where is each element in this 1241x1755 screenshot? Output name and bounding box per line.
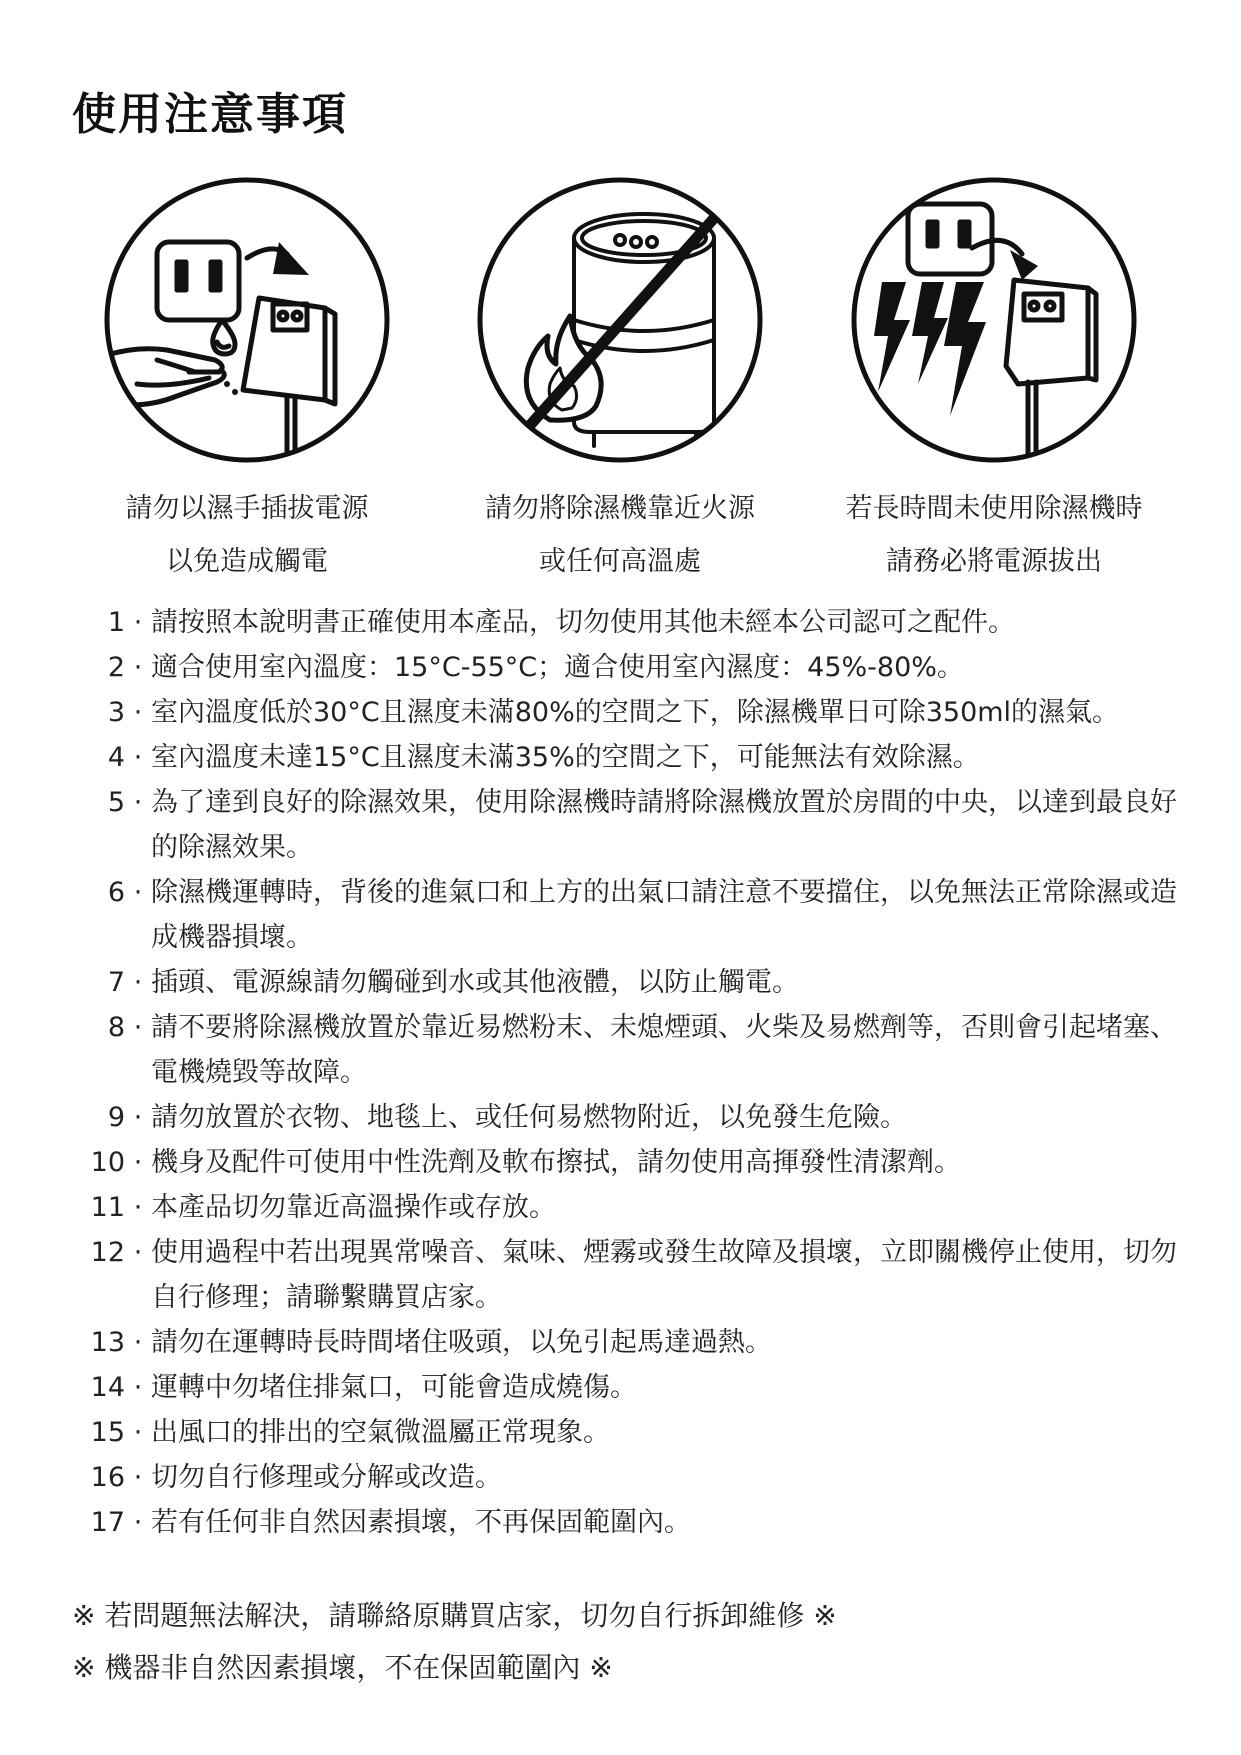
warning-caption-line: 請勿以濕手插拔電源 [125,493,369,524]
rule-number: 13 [90,1327,125,1358]
rule-text: 除濕機運轉時，背後的進氣口和上方的出氣口請注意不要擋住，以免無法正常除濕或造成機器損壞。 [151,877,1177,953]
rule-separator: · [133,967,143,998]
footer-notes [72,1590,837,1694]
rule-separator: · [133,1192,143,1223]
rule-text: 請按照本說明書正確使用本產品，切勿使用其他未經本公司認可之配件。 [151,607,1015,638]
warning-caption-line: 若長時間未使用除濕機時 [845,493,1143,524]
rule-item [62,1365,1182,1410]
rule-text: 出風口的排出的空氣微溫屬正常現象。 [151,1417,610,1448]
rule-item [62,1230,1182,1320]
warning-caption-line: 請勿將除濕機靠近火源 [485,493,755,524]
rule-number: 9 [107,1102,125,1133]
rule-number: 17 [90,1507,125,1538]
rule-number: 11 [90,1192,125,1223]
rule-item [62,960,1182,1005]
footer-note: ※ 機器非自然因素損壞，不在保固範圍內 ※ [72,1651,613,1684]
rule-number: 7 [107,967,125,998]
rule-item [62,645,1182,690]
rule-number: 10 [90,1147,125,1178]
rule-text: 使用過程中若出現異常噪音、氣味、煙霧或發生故障及損壞，立即關機停止使用，切勿自行修理；請聯繫購買店家。 [151,1237,1177,1313]
rules-list [62,600,1182,1545]
no-fire-dehumidifier-icon [470,170,770,470]
rule-separator: · [133,877,143,908]
rule-item [62,1095,1182,1140]
warning-caption-2 [430,482,810,588]
rule-item [62,1140,1182,1185]
rule-number: 16 [90,1462,125,1493]
rule-separator: · [133,652,143,683]
rule-text: 若有任何非自然因素損壞，不再保固範圍內。 [151,1507,691,1538]
rule-item [62,870,1182,960]
rule-text: 請勿放置於衣物、地毯上、或任何易燃物附近，以免發生危險。 [151,1102,907,1133]
rule-text: 運轉中勿堵住排氣口，可能會造成燒傷。 [151,1372,637,1403]
warning-icons-row [0,170,1241,470]
rule-item [62,780,1182,870]
unplug-lightning-icon [844,170,1144,470]
rule-separator: · [133,787,143,818]
rule-number: 8 [107,1012,125,1043]
rule-item [62,1455,1182,1500]
rule-separator: · [133,1147,143,1178]
rule-separator: · [133,1462,143,1493]
rule-separator: · [133,1102,143,1133]
rule-text: 插頭、電源線請勿觸碰到水或其他液體，以防止觸電。 [151,967,799,998]
rule-separator: · [133,697,143,728]
rule-text: 適合使用室內溫度：15°C-55°C；適合使用室內濕度：45%-80%。 [151,652,964,683]
warning-caption-line: 或任何高溫處 [539,546,701,577]
rule-separator: · [133,1507,143,1538]
rule-number: 3 [107,697,125,728]
rule-number: 1 [107,607,125,638]
rule-item [62,690,1182,735]
rule-number: 4 [107,742,125,773]
warning-caption-1 [57,482,437,588]
rule-item [62,1005,1182,1095]
rule-text: 本產品切勿靠近高溫操作或存放。 [151,1192,556,1223]
rule-text: 室內溫度低於30°C且濕度未滿80%的空間之下，除濕機單日可除350ml的濕氣。 [151,697,1120,728]
rule-separator: · [133,1417,143,1448]
rule-text: 為了達到良好的除濕效果，使用除濕機時請將除濕機放置於房間的中央，以達到最良好的除濕效果。 [151,787,1177,863]
rule-number: 2 [107,652,125,683]
rule-separator: · [133,607,143,638]
warning-caption-line: 以免造成觸電 [166,546,328,577]
rule-item [62,1410,1182,1455]
rule-number: 5 [107,787,125,818]
rule-number: 14 [90,1372,125,1403]
rule-item [62,1320,1182,1365]
rule-item [62,1500,1182,1545]
rule-separator: · [133,1327,143,1358]
warning-caption-3 [804,482,1184,588]
rule-text: 切勿自行修理或分解或改造。 [151,1462,502,1493]
rule-separator: · [133,1012,143,1043]
rule-text: 機身及配件可使用中性洗劑及軟布擦拭，請勿使用高揮發性清潔劑。 [151,1147,961,1178]
footer-note: ※ 若問題無法解決，請聯絡原購買店家，切勿自行拆卸維修 ※ [72,1599,837,1632]
rule-item [62,600,1182,645]
rule-separator: · [133,1237,143,1268]
rule-number: 15 [90,1417,125,1448]
rule-item [62,1185,1182,1230]
rule-separator: · [133,1372,143,1403]
rule-text: 請勿在運轉時長時間堵住吸頭，以免引起馬達過熱。 [151,1327,772,1358]
rule-item [62,735,1182,780]
warning-caption-line: 請務必將電源拔出 [886,546,1102,577]
rule-separator: · [133,742,143,773]
rule-number: 6 [107,877,125,908]
rule-text: 室內溫度未達15°C且濕度未滿35%的空間之下，可能無法有效除濕。 [151,742,980,773]
rule-number: 12 [90,1237,125,1268]
wet-hand-plug-icon [97,170,397,470]
page-title: 使用注意事項 [72,89,348,140]
rule-text: 請不要將除濕機放置於靠近易燃粉末、未熄煙頭、火柴及易燃劑等，否則會引起堵塞、電機燒毀等故障。 [151,1012,1177,1088]
